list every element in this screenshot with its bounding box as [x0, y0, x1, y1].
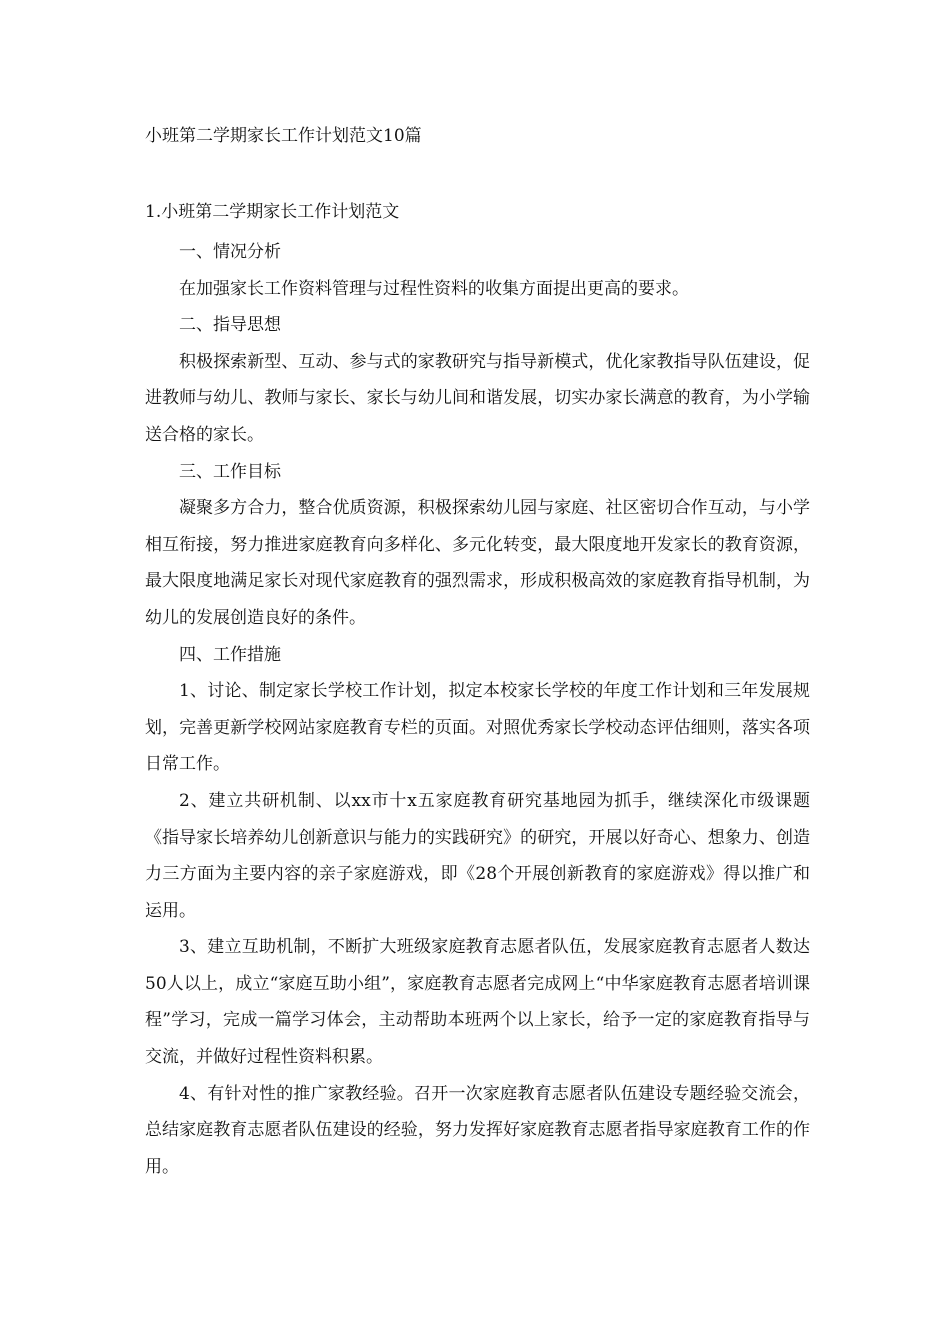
paragraph: 1、讨论、制定家长学校工作计划，拟定本校家长学校的年度工作计划和三年发展规划，完善更新学校网站家庭教育专栏的页面。对照优秀家长学校动态评估细则，落实各项日常工作。 — [145, 681, 810, 775]
section-title: 1.小班第二学期家长工作计划范文 — [145, 202, 400, 222]
paragraph: 4、有针对性的推广家教经验。召开一次家庭教育志愿者队伍建设专题经验交流会，总结家庭教育志愿者队伍建设的经验，努力发挥好家庭教育志愿者指导家庭教育工作的作用。 — [145, 1083, 810, 1177]
paragraph: 在加强家长工作资料管理与过程性资料的收集方面提出更高的要求。 — [179, 278, 689, 299]
document-title: 小班第二学期家长工作计划范文10篇 — [145, 126, 422, 146]
paragraph: 积极探索新型、互动、参与式的家教研究与指导新模式，优化家教指导队伍建设，促进教师与幼儿、教师与家长、家长与幼儿间和谐发展，切实办家长满意的教育，为小学输送合格的家长。 — [145, 351, 810, 445]
heading-guiding-ideology: 二、指导思想 — [179, 315, 281, 336]
paragraph: 2、建立共研机制、以xx市十x五家庭教育研究基地园为抓手，继续深化市级课题《指导家长培养幼儿创新意识与能力的实践研究》的研究，开展以好奇心、想象力、创造力三方面为主要内容的亲子家庭游戏，即《28个开展创新教育的家庭游戏》得以推广和运用。 — [145, 790, 810, 921]
heading-work-goals: 三、工作目标 — [179, 461, 281, 482]
paragraph: 凝聚多方合力，整合优质资源，积极探索幼儿园与家庭、社区密切合作互动，与小学相互衔接，努力推进家庭教育向多样化、多元化转变，最大限度地开发家长的教育资源，最大限度地满足家长对现代家庭教育的强烈需求，形成积极高效的家庭教育指导机制，为幼儿的发展创造良好的条件。 — [145, 498, 810, 628]
paragraph: 3、建立互助机制，不断扩大班级家庭教育志愿者队伍，发展家庭教育志愿者人数达50人以上，成立“家庭互助小组”，家庭教育志愿者完成网上“中华家庭教育志愿者培训课程”学习，完成一篇学习体会，主动帮助本班两个以上家长，给予一定的家庭教育指导与交流，并做好过程性资料积累。 — [145, 937, 810, 1068]
heading-situation-analysis: 一、情况分析 — [179, 242, 281, 262]
document-body — [145, 234, 810, 1185]
heading-work-measures: 四、工作措施 — [179, 644, 281, 665]
